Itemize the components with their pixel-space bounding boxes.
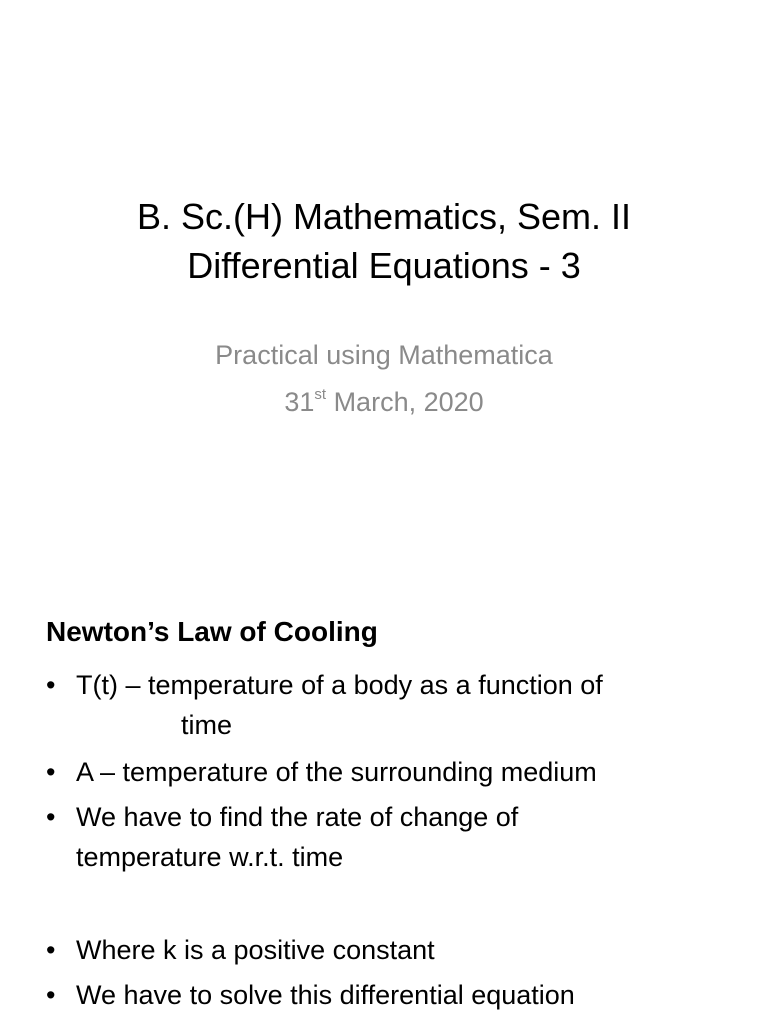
bullet-icon: • (46, 670, 56, 700)
bullet-line: We have to find the rate of change of (76, 802, 519, 832)
bullet-icon: • (46, 802, 56, 832)
title-line-1: B. Sc.(H) Mathematics, Sem. II (136, 196, 632, 237)
date-rest: March, 2020 (326, 387, 484, 417)
date-day: 31 (284, 387, 315, 417)
bullet-icon: • (46, 935, 56, 965)
bullet-line-continuation: time (181, 710, 233, 740)
bullet-text (76, 975, 736, 1015)
bullet-icon: • (46, 757, 56, 787)
bullet-line-continuation: temperature w.r.t. time (76, 842, 344, 872)
section-heading: Newton’s Law of Cooling (46, 616, 378, 647)
bullet-text (76, 797, 736, 877)
slide-title (40, 192, 728, 290)
bullet-line: T(t) – temperature of a body as a function of (76, 670, 603, 700)
bullet-text (76, 665, 736, 745)
bullet-line: A – temperature of the surrounding medium (76, 757, 597, 787)
subtitle-line-1: Practical using Mathematica (215, 340, 553, 370)
slide-subtitle (40, 332, 728, 426)
bullet-line: We have to solve this differential equation (76, 980, 575, 1010)
bullet-icon: • (46, 980, 56, 1010)
title-line-2: Differential Equations - 3 (187, 245, 581, 286)
bullet-text (76, 930, 736, 970)
bullet-line: Where k is a positive constant (76, 935, 435, 965)
subtitle-date (40, 379, 728, 426)
date-suffix: st (314, 386, 327, 403)
bullet-text (76, 752, 736, 792)
content-slide (0, 576, 768, 1024)
